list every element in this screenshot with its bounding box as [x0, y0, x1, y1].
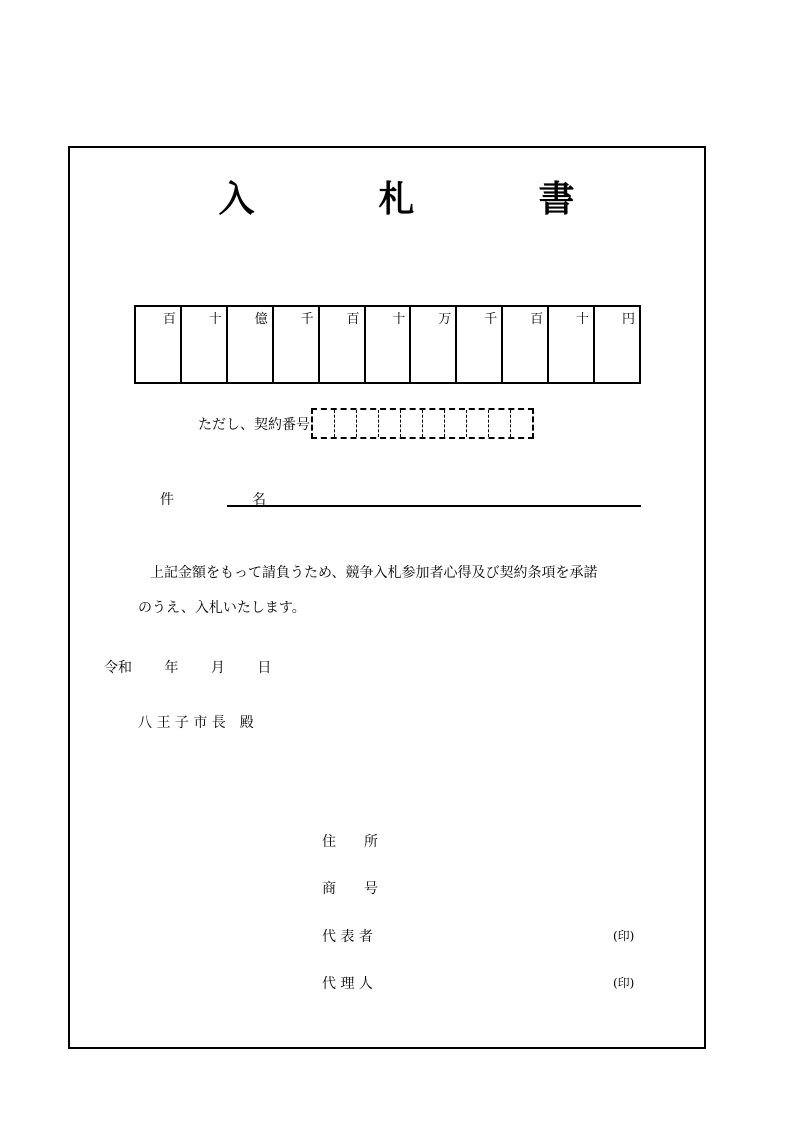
contract-number-box[interactable] — [489, 410, 511, 437]
date-month: 月 — [210, 660, 225, 676]
date-row — [104, 657, 271, 677]
subject-input-line[interactable] — [227, 505, 641, 507]
agent-label: 代 理 人 — [322, 976, 373, 992]
addressee: 八 王 子 市 長 殿 — [138, 715, 254, 731]
contract-number-box[interactable] — [379, 410, 401, 437]
bid-statement — [138, 556, 648, 626]
representative-seal-mark: (印) — [613, 929, 635, 943]
contract-number-box[interactable] — [313, 410, 335, 437]
date-day: 日 — [257, 660, 272, 676]
amount-unit-label: 十 — [208, 312, 222, 327]
amount-digit-cell[interactable] — [549, 307, 595, 382]
amount-digit-cell[interactable] — [503, 307, 549, 382]
amount-digit-cell[interactable] — [274, 307, 320, 382]
amount-unit-label: 十 — [576, 312, 590, 327]
amount-unit-label: 千 — [300, 312, 314, 327]
contract-number-box[interactable] — [401, 410, 423, 437]
amount-grid[interactable] — [134, 305, 641, 384]
amount-unit-label: 百 — [346, 312, 360, 327]
amount-digit-cell[interactable] — [136, 307, 182, 382]
contract-number-box[interactable] — [511, 410, 532, 437]
company-label: 商 号 — [322, 881, 378, 897]
date-era: 令和 — [104, 660, 132, 676]
representative-label: 代 表 者 — [322, 929, 373, 945]
contract-number-box[interactable] — [357, 410, 379, 437]
contract-number-label: ただし、契約番号 — [198, 416, 310, 433]
amount-digit-cell[interactable] — [182, 307, 228, 382]
date-year: 年 — [164, 660, 179, 676]
amount-digit-cell[interactable] — [595, 307, 639, 382]
amount-digit-cell[interactable] — [228, 307, 274, 382]
amount-digit-cell[interactable] — [411, 307, 457, 382]
amount-digit-cell[interactable] — [366, 307, 412, 382]
agent-seal-mark: (印) — [613, 976, 635, 990]
contract-number-box[interactable] — [467, 410, 489, 437]
contract-number-box[interactable] — [423, 410, 445, 437]
contract-number-box[interactable] — [335, 410, 357, 437]
amount-unit-label: 千 — [484, 312, 498, 327]
address-label: 住 所 — [322, 834, 378, 850]
amount-unit-label: 百 — [162, 312, 176, 327]
contract-number-box[interactable] — [445, 410, 467, 437]
statement-line-2: のうえ、入札いたします。 — [138, 600, 306, 616]
amount-unit-label: 円 — [621, 312, 635, 327]
amount-unit-label: 億 — [254, 312, 268, 327]
contract-number-boxes[interactable] — [311, 408, 534, 439]
contract-number-row — [198, 408, 534, 439]
amount-digit-cell[interactable] — [457, 307, 503, 382]
amount-unit-label: 万 — [438, 312, 452, 327]
statement-line-1: 上記金額をもって請負うため、競争入札参加者心得及び契約条項を承諾 — [150, 565, 598, 581]
subject-label: 件 名 — [160, 492, 298, 508]
amount-unit-label: 十 — [392, 312, 406, 327]
amount-unit-label: 百 — [530, 312, 544, 327]
amount-digit-cell[interactable] — [320, 307, 366, 382]
document-title: 入 札 書 — [218, 179, 619, 220]
